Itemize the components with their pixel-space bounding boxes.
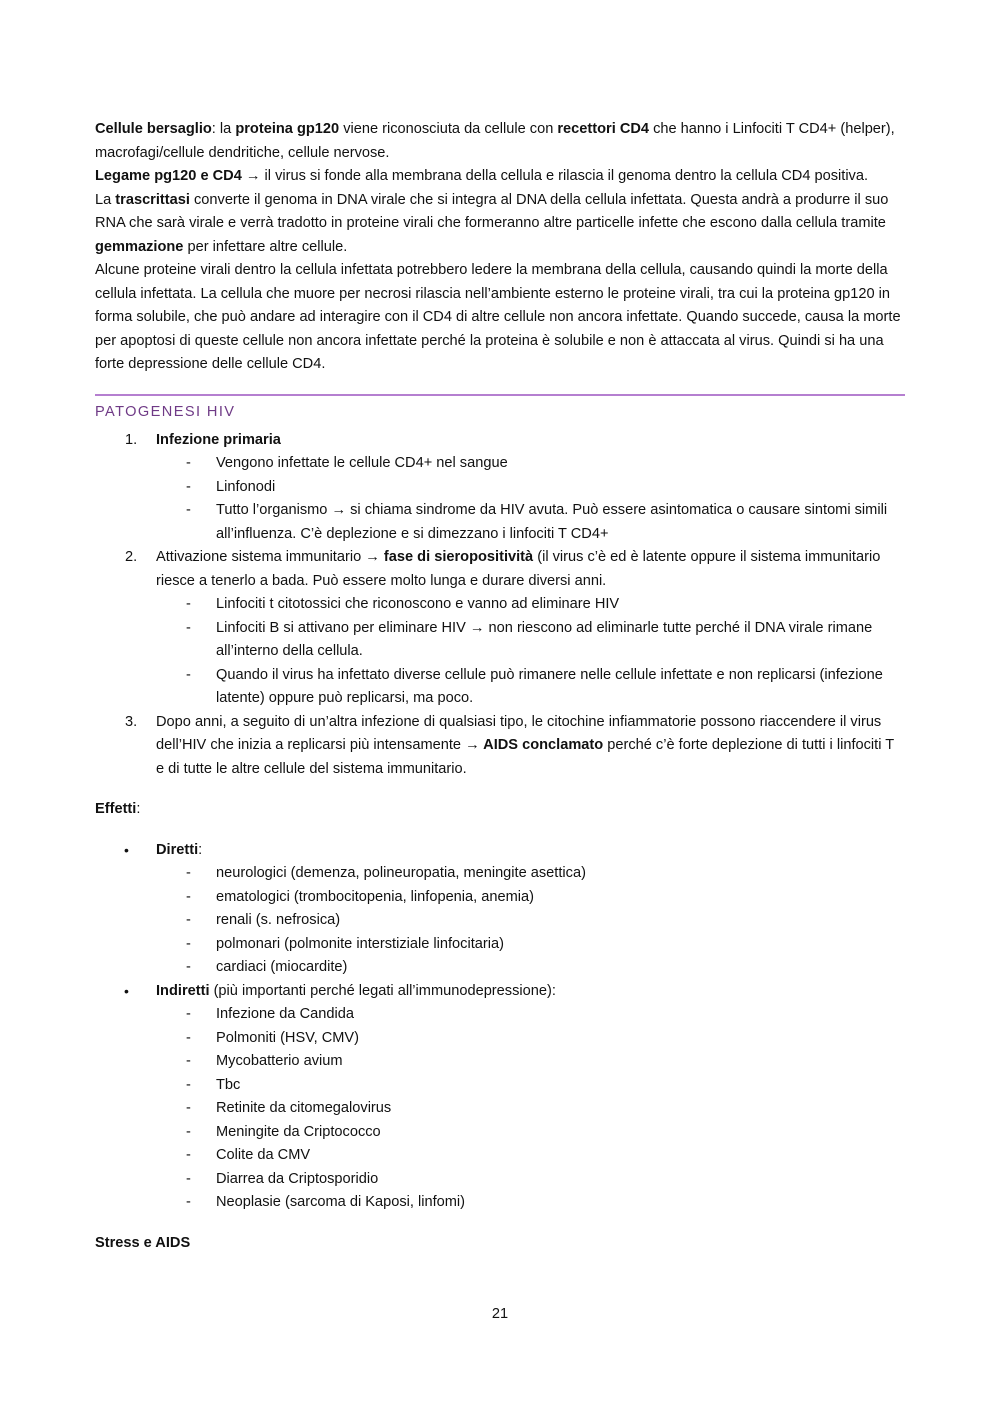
dash-marker: - [186,478,191,495]
dash-marker: - [186,455,191,471]
bold-term: Legame pg120 e CD4 [95,168,242,184]
bold-term: fase di sieropositività [379,549,534,565]
page-number: 21 [491,1306,509,1322]
effects-heading [95,798,905,822]
document-body [95,118,905,1255]
text: per infettare altre cellule. [183,238,348,255]
item-text: si chiama sindrome da HIV avuta. Può essere asintomatica o causare sintomi simili all’influenza. C’è deplezione e si dimezzano i linfociti T CD4+ [216,502,888,542]
item-text: Attivazione sistema immunitario [156,549,366,565]
list-item [156,1003,905,1027]
text: : [198,841,203,858]
text: che hanno i Linfociti T CD4+ (helper), macrofagi/cellule dendritiche, cellule nervose. [95,121,895,161]
list-item [156,886,905,910]
sub-list [156,593,905,711]
text: converte il genoma in DNA virale che si integra al DNA della cellula infettata. Questa andrà a produrre il suo RNA che sarà virale e verrà tradotto in proteine virali che formeranno altre particelle infette che escono dalla cellula tramite [95,191,889,231]
item-text: Mycobatterio avium [216,1053,343,1069]
dash-marker: - [186,1006,191,1022]
item-text: Tbc [216,1076,241,1093]
list-item [156,1074,905,1098]
dash-marker: - [186,1076,191,1093]
item-text: Quando il virus ha infettato diverse cellule può rimanere nelle cellule infettate e non replicarsi (infezione latente) oppure può replicarsi, ma poco. [216,666,883,706]
list-item [95,429,905,547]
phase-title: Infezione primaria [156,431,281,448]
list-item [156,664,905,711]
item-text: Linfonodi [216,478,276,495]
item-text: ematologici (trombocitopenia, linfopenia, anemia) [216,888,534,905]
indirect-effects-list [156,1003,905,1215]
arrow-icon: → [469,619,485,636]
item-text: perché c’è forte deplezione di tutti i linfociti T e di tutte le altre cellule del sistema immunitario. [156,737,894,777]
list-item [156,499,905,546]
item-text: cardiaci (miocardite) [216,959,348,975]
list-item [156,452,905,476]
paragraph-transcriptase [95,189,905,260]
list-item [156,617,905,664]
list-item [156,1191,905,1215]
item-text: Linfociti t citotossici che riconoscono e vanno ad eliminare HIV [216,596,620,612]
list-item [95,546,905,711]
dash-marker: - [186,1147,191,1163]
list-item [156,909,905,933]
item-text: Neoplasie (sarcoma di Kaposi, linfomi) [216,1194,466,1210]
list-item [156,1144,905,1168]
section-heading: PATOGENESI HIV [95,403,236,420]
bold-term: Stress e AIDS [95,1234,191,1251]
item-text: polmonari (polmonite interstiziale linfocitaria) [216,935,504,952]
list-item [156,476,905,500]
bold-term: AIDS conclamato [479,737,604,753]
text: : la [211,121,236,137]
list-item [156,1097,905,1121]
bold-term: Indiretti [156,982,210,999]
list-item [95,711,905,782]
text: viene riconosciuta da cellule con [339,121,558,137]
dash-marker: - [186,1170,191,1187]
item-text: Retinite da citomegalovirus [216,1100,392,1116]
dash-marker: - [186,596,191,612]
direct-effects-list [156,862,905,980]
bullet-icon: • [124,841,129,858]
dash-marker: - [186,1029,191,1046]
bold-term: Effetti [95,801,137,817]
text: : [136,801,141,817]
dash-marker: - [186,1053,191,1069]
paragraph-target-cells [95,118,905,165]
item-text: renali (s. nefrosica) [216,912,341,928]
dash-marker: - [186,619,191,636]
list-item [156,956,905,980]
item-text: Meningite da Criptococco [216,1123,381,1140]
dash-marker: - [186,1100,191,1116]
item-text: Tutto l’organismo [216,502,332,518]
list-item [95,839,905,980]
text: (più importanti perché legati all’immunodepressione): [209,982,556,999]
arrow-icon: → [465,737,480,753]
list-item [156,933,905,957]
item-text: Infezione da Candida [216,1006,354,1022]
dash-marker: - [186,502,191,518]
effects-list [95,839,905,1215]
phases-list [95,429,905,782]
arrow-icon: → [365,549,380,565]
dash-marker: - [186,935,191,952]
item-text: Vengono infettate le cellule CD4+ nel sangue [216,455,508,471]
list-item [156,862,905,886]
dash-marker: - [186,959,191,975]
bold-term: trascrittasi [115,191,190,208]
item-text: Colite da CMV [216,1147,311,1163]
bold-term: proteina gp120 [235,121,340,137]
paragraph-binding [95,165,905,189]
section-divider [95,394,905,396]
item-text: Diarrea da Criptosporidio [216,1170,379,1187]
dash-marker: - [186,1123,191,1140]
item-text: Polmoniti (HSV, CMV) [216,1029,360,1046]
dash-marker: - [186,666,191,683]
bullet-icon: • [124,982,129,999]
paragraph-apoptosis: Alcune proteine virali dentro la cellula infettata potrebbero ledere la membrana della cellula, causando quindi la morte della cellula infettata. La cellula che muore per necrosi rilascia nell’ambiente esterno le proteine virali, tra cui la proteina gp120 in forma solubile, che può andare ad interagire con il CD4 di altre cellule non ancora infettate. Quando succede, causa la morte per apoptosi di queste cellule non ancora infettate perché la proteina è solubile e non è attaccata al virus. Quindi si ha una forte depressione delle cellule CD4. [95,262,901,372]
text: La [95,191,116,208]
dash-marker: - [186,888,191,905]
dash-marker: - [186,865,191,881]
item-text: Linfociti B si attivano per eliminare HIV [216,619,470,636]
sub-list [156,452,905,546]
item-text: (il virus c’è ed è latente oppure il sistema immunitario riesce a tenerlo a bada. Può essere molto lunga e durare diversi anni. [156,549,881,589]
list-item [156,1168,905,1192]
stress-heading [95,1232,905,1256]
arrow-icon: → [245,168,261,184]
list-item [95,980,905,1215]
list-number: 2. [125,549,138,565]
list-item [156,1027,905,1051]
list-number: 1. [125,431,138,448]
bold-term: Diretti [156,841,199,858]
bold-term: gemmazione [95,238,184,255]
list-item [156,1121,905,1145]
dash-marker: - [186,912,191,928]
text: il virus si fonde alla membrana della cellula e rilascia il genoma dentro la cellula CD4 positiva. [260,168,869,184]
list-number: 3. [125,713,138,730]
bold-term: Cellule bersaglio [95,121,212,137]
dash-marker: - [186,1194,191,1210]
item-text: Dopo anni, a seguito di un’altra infezione di qualsiasi tipo, le citochine infiammatorie possono riaccendere il virus dell’HIV che inizia a replicarsi più intensamente [156,713,882,753]
item-text: non riescono ad eliminarle tutte perché il DNA virale rimane all’interno della cellula. [216,619,873,659]
list-item [156,593,905,617]
arrow-icon: → [331,502,347,518]
list-item [156,1050,905,1074]
item-text: neurologici (demenza, polineuropatia, meningite asettica) [216,865,586,881]
bold-term: recettori CD4 [557,121,650,137]
